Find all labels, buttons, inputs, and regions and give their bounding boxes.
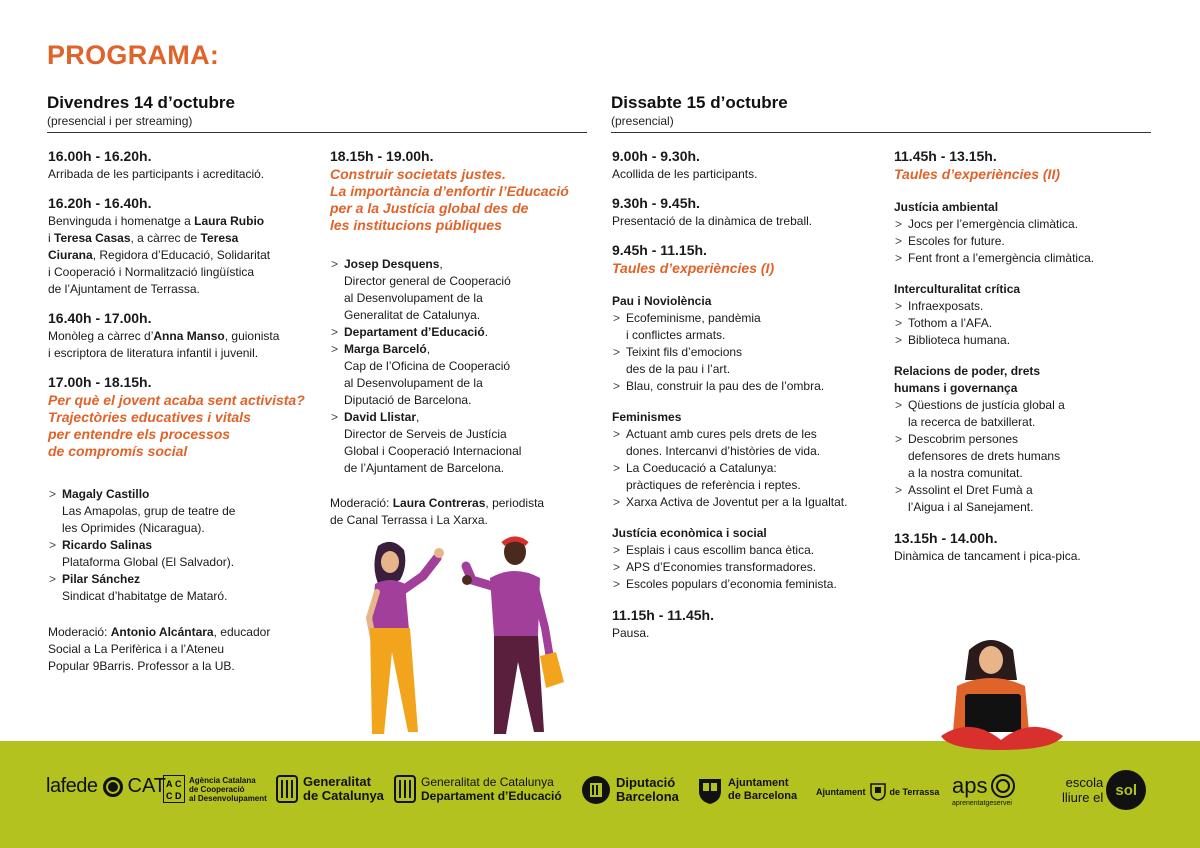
session-text: Benvinguda i homenatge a Laura Rubio i Teresa Casas, a càrrec de Teresa Ciurana, Regidora d’Educació, Solidaritat i Cooperació i Normalització lingüística de l’Ajuntament de Terrassa. — [48, 214, 271, 296]
friday-subheading: (presencial i per streaming) — [47, 114, 193, 128]
speaker-item: > Departament d’Educació. — [330, 324, 600, 341]
speaker-item: > Marga Barceló, Cap de l’Oficina de Cooperació al Desenvolupament de la Diputació de Barcelona. — [330, 341, 600, 409]
session-text: Monòleg a càrrec d’Anna Manso, guionista i escriptora de literatura infantil i juvenil. — [48, 329, 280, 360]
session-text: Dinàmica de tancament i pica-pica. — [894, 549, 1081, 563]
list-item: > Descobrim persones defensores de drets humans a la nostra comunitat. — [894, 431, 1154, 482]
group-title: Justícia ambiental — [894, 200, 999, 214]
session-time: 16.20h - 16.40h. — [48, 195, 152, 211]
barcelona-shield-icon — [697, 775, 723, 805]
session-time: 16.40h - 17.00h. — [48, 310, 152, 326]
educacio-logo: Generalitat de Catalunya Departament d’Educació — [394, 775, 562, 803]
speaker-item: > Pilar Sánchez Sindicat d’habitatge de Mataró. — [48, 571, 318, 605]
escola-lliure-el-sol-logo: escola lliure el sol — [1062, 770, 1146, 810]
group-title: Relacions de poder, drets humans i governança — [894, 364, 1041, 395]
list-item: > Blau, construir la pau des de l’ombra. — [612, 378, 882, 395]
speaker-item: > Magaly Castillo Las Amapolas, grup de teatre de les Oprimides (Nicaragua). — [48, 486, 318, 537]
list-item: > Biblioteca humana. — [894, 332, 1154, 349]
list-item: > Xarxa Activa de Joventut per a la Igualtat. — [612, 494, 882, 511]
laptop-woman-illustration — [935, 636, 1065, 756]
speaker-item: > Josep Desquens, Director general de Cooperació al Desenvolupament de la Generalitat de Catalunya. — [330, 256, 600, 324]
experience-list — [894, 397, 1154, 516]
speaker-list — [330, 256, 600, 477]
terrassa-shield-icon — [870, 783, 886, 801]
experience-list — [894, 216, 1154, 267]
women-illustration — [340, 528, 580, 748]
speaker-list — [48, 486, 318, 605]
list-item: > Esplais i caus escollim banca ètica. — [612, 542, 882, 559]
aps-swirl-icon — [989, 772, 1017, 800]
saturday-divider — [611, 132, 1151, 133]
session-time: 11.15h - 11.45h. — [612, 607, 714, 623]
session-text: Presentació de la dinàmica de treball. — [612, 214, 813, 228]
ajuntament-terrassa-logo: Ajuntament de Terrassa — [816, 783, 939, 801]
list-item: > Teixint fils d’emocions des de la pau i l’art. — [612, 344, 882, 378]
lafede-logo: lafede CAT — [46, 775, 167, 797]
group-title: Feminismes — [612, 410, 682, 424]
friday-divider — [47, 132, 587, 133]
group-title: Pau i Noviolència — [612, 294, 712, 308]
list-item: > Jocs per l’emergència climàtica. — [894, 216, 1154, 233]
generalitat-logo: Generalitat de Catalunya — [276, 775, 384, 803]
svg-text:C: C — [166, 791, 173, 801]
saturday-heading: Dissabte 15 d’octubre — [611, 93, 788, 112]
list-item: > Qüestions de justícia global a la recerca de batxillerat. — [894, 397, 1154, 431]
senyera-icon — [276, 775, 298, 803]
list-item: > La Coeducació a Catalunya: pràctiques de referència i reptes. — [612, 460, 882, 494]
list-item: > APS d’Economies transformadores. — [612, 559, 882, 576]
page-title: PROGRAMA: — [47, 40, 220, 70]
experience-list — [612, 426, 882, 511]
accd-logo: A C C D Agència Catalana de Cooperació al Desenvolupament — [163, 775, 267, 803]
group-title: Justícia econòmica i social — [612, 526, 767, 540]
session-time: 13.15h - 14.00h. — [894, 530, 998, 546]
saturday-column-2 — [894, 148, 1154, 565]
experience-list — [612, 310, 882, 395]
list-item: > Ecofeminisme, pandèmia i conflictes armats. — [612, 310, 882, 344]
lafede-circle-icon — [103, 777, 123, 797]
diputacio-shield-icon — [581, 775, 611, 805]
moderator: Moderació: Antonio Alcántara, educador Social a La Perifèrica i a l’Ateneu Popular 9Barris. Professor a la UB. — [48, 625, 271, 673]
session-time: 9.00h - 9.30h. — [612, 148, 700, 164]
senyera-icon — [394, 775, 416, 803]
session-title: Taules d’experiències (I) — [612, 260, 775, 276]
friday-column-2 — [330, 148, 600, 529]
list-item: > Assolint el Dret Fumà a l’Aigua i al Sanejament. — [894, 482, 1154, 516]
session-time: 11.45h - 13.15h. — [894, 148, 997, 164]
speaker-item: > David Llistar, Director de Serveis de Justícia Global i Cooperació Internacional de l’Ajuntament de Barcelona. — [330, 409, 600, 477]
session-text: Pausa. — [612, 626, 650, 640]
session-title: Taules d’experiències (II) — [894, 166, 1060, 182]
ajuntament-barcelona-logo: Ajuntament de Barcelona — [697, 775, 797, 805]
saturday-column-1 — [612, 148, 882, 642]
list-item: > Tothom a l’AFA. — [894, 315, 1154, 332]
svg-text:A: A — [166, 779, 173, 789]
session-text: Arribada de les participants i acreditació. — [48, 167, 265, 181]
sol-badge: sol — [1106, 770, 1146, 810]
session-title: Construir societats justes. La importància d’enfortir l’Educació per a la Justícia global des de les institucions públiques — [330, 166, 569, 233]
list-item: > Escoles populars d’economia feminista. — [612, 576, 882, 593]
list-item: > Escoles for future. — [894, 233, 1154, 250]
friday-heading: Divendres 14 d’octubre — [47, 93, 236, 112]
session-title: Per què el jovent acaba sent activista? Trajectòries educatives i vitals per entendre els processos de compromís social — [48, 392, 305, 459]
accd-mark-icon — [163, 775, 185, 803]
session-time: 9.45h - 11.15h. — [612, 242, 707, 258]
session-time: 18.15h - 19.00h. — [330, 148, 434, 164]
experience-list — [894, 298, 1154, 349]
saturday-subheading: (presencial) — [611, 114, 674, 128]
list-item: > Infraexposats. — [894, 298, 1154, 315]
list-item: > Actuant amb cures pels drets de les dones. Intercanvi d’històries de vida. — [612, 426, 882, 460]
session-time: 16.00h - 16.20h. — [48, 148, 152, 164]
diputacio-logo: Diputació Barcelona — [581, 775, 679, 805]
experience-list — [612, 542, 882, 593]
svg-text:C: C — [175, 779, 182, 789]
friday-column-1 — [48, 148, 318, 675]
session-text: Acollida de les participants. — [612, 167, 758, 181]
moderator: Moderació: Laura Contreras, periodista de Canal Terrassa i La Xarxa. — [330, 496, 545, 527]
aps-logo: aps aprenentatgeservei — [952, 772, 1017, 807]
list-item: > Fent front a l’emergència climàtica. — [894, 250, 1154, 267]
group-title: Interculturalitat crítica — [894, 282, 1021, 296]
session-time: 17.00h - 18.15h. — [48, 374, 152, 390]
session-time: 9.30h - 9.45h. — [612, 195, 700, 211]
svg-text:D: D — [175, 791, 182, 801]
speaker-item: > Ricardo Salinas Plataforma Global (El Salvador). — [48, 537, 318, 571]
